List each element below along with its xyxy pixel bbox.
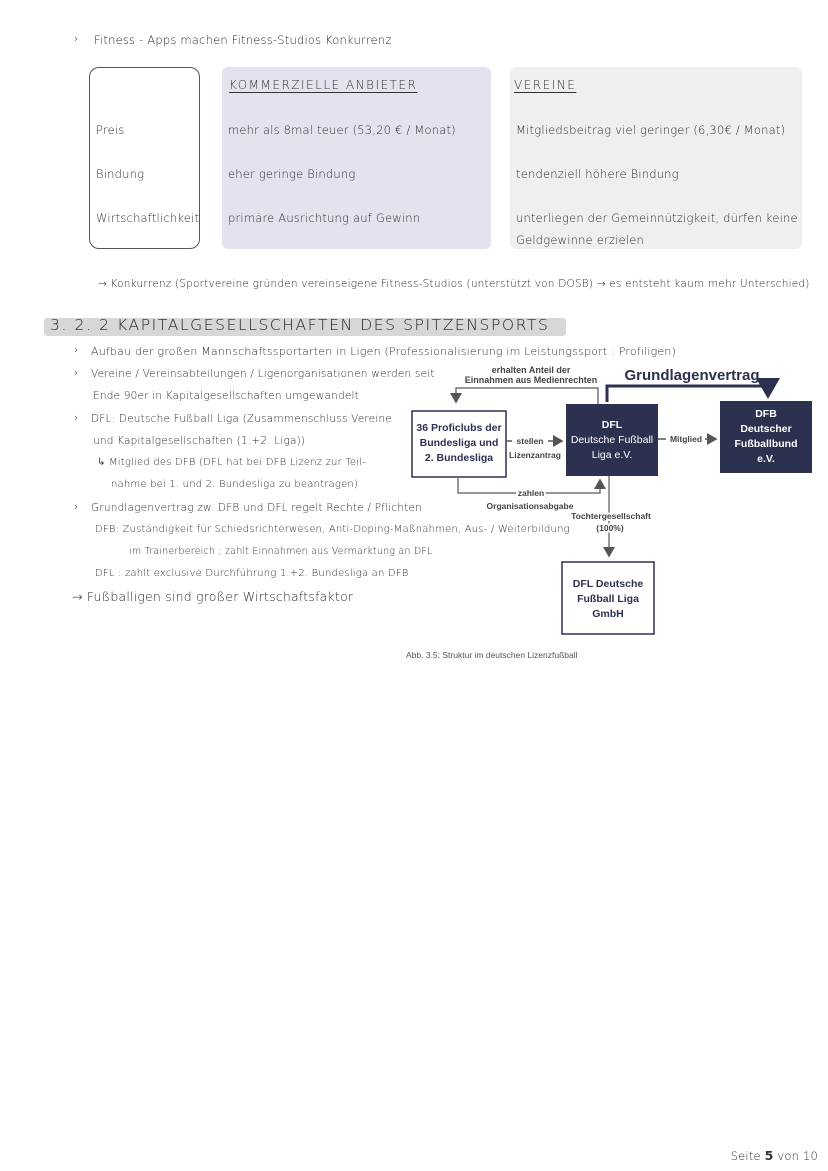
dfb-line-2: Deutscher: [740, 423, 792, 435]
arrow-media-rights: [456, 388, 598, 404]
row-label-price: Preis: [96, 123, 125, 137]
section-title: 3. 2. 2 KAPITALGESELLSCHAFTEN DES SPITZENSPORTS: [50, 316, 550, 334]
label-media-2: Einnahmen aus Medienrechten: [464, 375, 598, 385]
cell-clubs-economy-2: Geldgewinne erzielen: [516, 233, 645, 247]
label-zahlen: zahlen: [517, 488, 545, 498]
note-contract-2: DFB: Zuständigkeit für Schiedsrichterwesen, Anti-Doping-Maßnahmen, Aus- / Weiterbildung: [95, 524, 570, 535]
label-lizenzantrag: Lizenzantrag: [509, 450, 561, 460]
page-footer: [731, 1148, 818, 1163]
footer-prefix: Seite: [730, 1149, 761, 1163]
cell-commercial-economy: primäre Ausrichtung auf Gewinn: [228, 211, 421, 225]
row-label-economy: Wirtschaftlichkeit: [96, 211, 200, 225]
label-stellen: stellen: [516, 436, 544, 446]
note-conclusion: → Fußballigen sind großer Wirtschaftsfaktor: [72, 589, 354, 604]
dfb-line-3: Fußballbund: [734, 438, 798, 450]
note-conversion-1: Vereine / Vereinsabteilungen / Ligenorganisationen werden seit: [91, 368, 435, 380]
bullet-marker: ›: [74, 32, 79, 45]
diagram-caption: Abb. 3.5: Struktur im deutschen Lizenzfußball: [406, 650, 578, 660]
intro-line: Fitness - Apps machen Fitness-Studios Konkurrenz: [94, 33, 392, 47]
cell-clubs-binding: tendenziell höhere Bindung: [516, 167, 679, 181]
dfl-line-3: Liga e.V.: [591, 449, 633, 461]
bullet-marker: ›: [74, 343, 79, 356]
cell-clubs-economy-1: unterliegen der Gemeinnützigkeit, dürfen keine: [516, 211, 798, 225]
col-header-clubs: VEREINE: [514, 78, 577, 92]
bullet-marker: ›: [74, 500, 79, 513]
note-dfl-3: ↳ Mitglied des DFB (DFL hat bei DFB Lizenz zur Teil-: [97, 457, 367, 468]
note-dfl-1: DFL: Deutsche Fußball Liga (Zusammenschluss Vereine: [91, 413, 392, 425]
clubs-line-2: Bundesliga und: [419, 437, 499, 449]
gmbh-line-2: Fußball Liga: [577, 593, 639, 605]
dfl-line-2: Deutsche Fußball: [570, 434, 654, 446]
gmbh-line-1: DFL Deutsche: [572, 578, 644, 590]
clubs-line-1: 36 Proficlubs der: [416, 422, 502, 434]
note-dfl-4: nahme bei 1. und 2. Bundesliga zu beantragen): [111, 479, 359, 490]
footer-suffix: von 10: [777, 1149, 818, 1163]
dfb-line-1: DFB: [755, 408, 777, 420]
clubs-line-3: 2. Bundesliga: [424, 452, 494, 464]
cell-clubs-price: Mitgliedsbeitrag viel geringer (6,30€ / Monat): [516, 123, 786, 137]
gmbh-line-3: GmbH: [592, 608, 624, 620]
dfb-line-4: e.V.: [757, 453, 775, 465]
label-media-1: erhalten Anteil der: [491, 365, 571, 375]
note-professionalisation: Aufbau der großen Mannschaftssportarten in Ligen (Professionalisierung im Leistungssport : Profiligen): [91, 345, 677, 358]
bullet-marker: ›: [74, 411, 79, 424]
note-contract-4: DFL : zahlt exclusive Durchführung 1.+2. Bundesliga an DFB: [95, 568, 409, 579]
label-grundlagenvertrag: Grundlagenvertrag: [624, 367, 760, 384]
note-contract-1: Grundlagenvertrag zw. DFB und DFL regelt Rechte / Pflichten: [91, 502, 422, 514]
row-label-binding: Bindung: [96, 167, 145, 181]
label-organisationsabgabe: Organisationsabgabe: [486, 501, 574, 511]
footer-page-number: 5: [764, 1148, 774, 1163]
label-mitglied: Mitglied: [669, 434, 703, 444]
dfl-line-1: DFL: [601, 419, 623, 431]
arrow-grundlagenvertrag: [607, 386, 768, 402]
competition-note: → Konkurrenz (Sportvereine gründen vereinseigene Fitness-Studios (unterstützt von DOSB) → es entsteht kaum mehr Unterschied): [98, 278, 810, 290]
bullet-marker: ›: [74, 366, 79, 379]
note-conversion-2: Ende 90er in Kapitalgesellschaften umgewandelt: [93, 390, 359, 402]
note-contract-3: im Trainerbereich ; zahlt Einnahmen aus Vermarktung an DFL: [129, 546, 433, 557]
cell-commercial-price: mehr als 8mal teuer (53,20 € / Monat): [228, 123, 456, 137]
cell-commercial-binding: eher geringe Bindung: [228, 167, 356, 181]
note-dfl-2: und Kapitalgesellschaften (1.+2. Liga)): [93, 435, 306, 447]
col-header-commercial: KOMMERZIELLE ANBIETER: [229, 78, 418, 92]
label-tochter-2: (100%): [596, 523, 624, 533]
label-tochter-1: Tochtergesellschaft: [571, 511, 651, 521]
